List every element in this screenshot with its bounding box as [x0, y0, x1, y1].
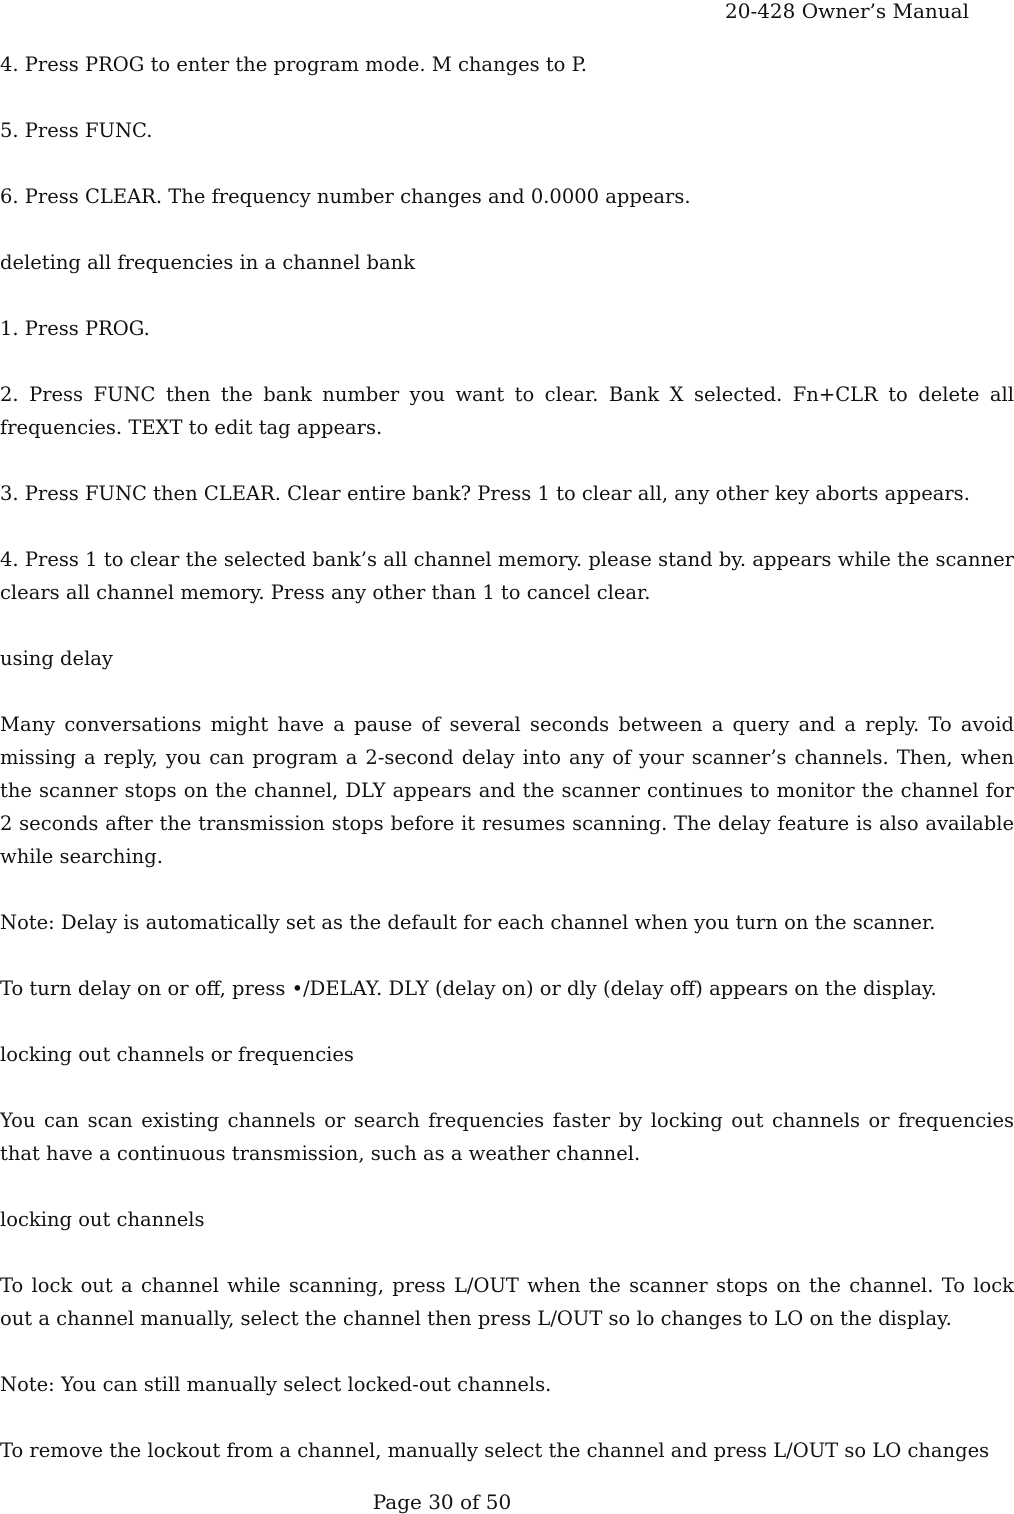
step-press-func: 5. Press FUNC.: [0, 119, 153, 142]
delay-toggle-instruction: To turn delay on or off, press •/DELAY. DLY (delay on) or dly (delay off) appears on the display.: [0, 977, 937, 1000]
bank-step-1: 1. Press PROG.: [0, 317, 150, 340]
bank-step-4: 4. Press 1 to clear the selected bank’s all channel memory. please stand by. appears while the scanner clears all channel memory. Press any other than 1 to cancel clear.: [0, 548, 1014, 604]
delay-description: Many conversations might have a pause of several seconds between a query and a reply. To avoid missing a reply, you can program a 2-second delay into any of your scanner’s channels. Then, when the scanner stops on the channel, DLY appears and the scanner continues to monitor the channel for 2 seconds after the transmission stops before it resumes scanning. The delay feature is also available while searching.: [0, 713, 1014, 868]
section-heading-using-delay: using delay: [0, 647, 113, 670]
subsection-heading-locking-channels: locking out channels: [0, 1208, 205, 1231]
page-number: Page 30 of 50: [372, 1490, 512, 1514]
step-press-clear: 6. Press CLEAR. The frequency number changes and 0.0000 appears.: [0, 185, 691, 208]
section-heading-deleting-bank: deleting all frequencies in a channel bank: [0, 251, 416, 274]
lock-channel-instruction: To lock out a channel while scanning, press L/OUT when the scanner stops on the channel. To lock out a channel manually, select the channel then press L/OUT so lo changes to LO on the display.: [0, 1274, 1014, 1330]
manual-header-title: 20-428 Owner’s Manual: [725, 0, 969, 23]
step-press-prog-program-mode: 4. Press PROG to enter the program mode. M changes to P.: [0, 53, 587, 76]
locking-out-description: You can scan existing channels or search frequencies faster by locking out channels or frequencies that have a continuous transmission, such as a weather channel.: [0, 1109, 1014, 1165]
page-body: [0, 48, 1014, 1467]
lockout-note: Note: You can still manually select locked-out channels.: [0, 1373, 552, 1396]
section-heading-locking-out: locking out channels or frequencies: [0, 1043, 354, 1066]
delay-note: Note: Delay is automatically set as the default for each channel when you turn on the scanner.: [0, 911, 936, 934]
bank-step-3: 3. Press FUNC then CLEAR. Clear entire bank? Press 1 to clear all, any other key aborts appears.: [0, 482, 970, 505]
remove-lockout-instruction: To remove the lockout from a channel, manually select the channel and press L/OUT so LO changes: [0, 1439, 990, 1462]
bank-step-2: 2. Press FUNC then the bank number you want to clear. Bank X selected. Fn+CLR to delete all frequencies. TEXT to edit tag appears.: [0, 383, 1014, 439]
